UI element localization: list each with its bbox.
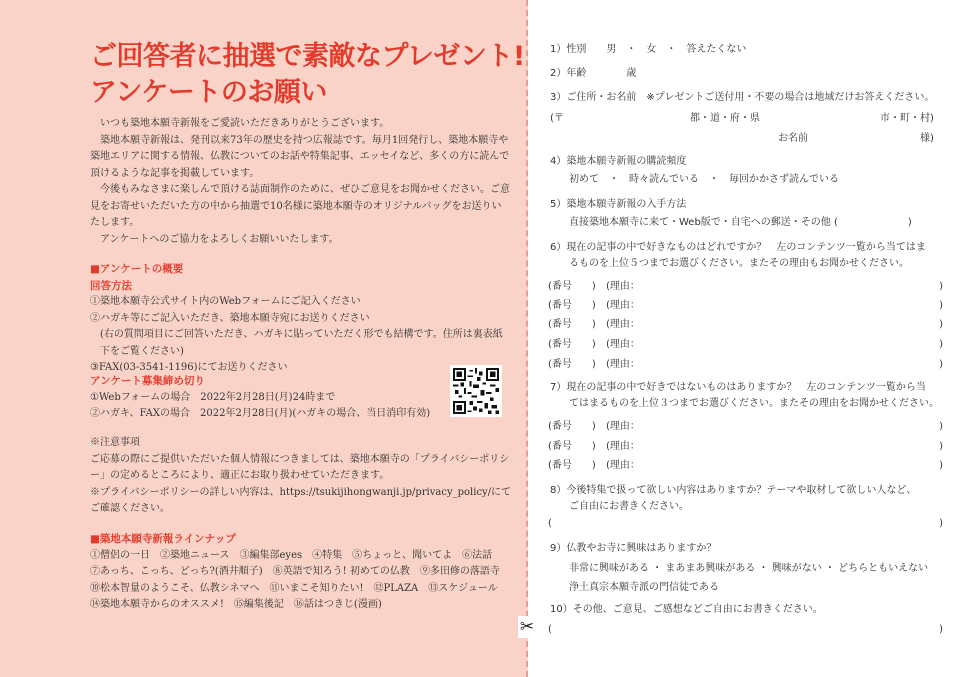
deadline-item: ①Webフォームの場合 2022年2月28日(月)24時まで <box>90 391 336 403</box>
intro-paragraph: 築地本願寺新報は、発刊以来73年の歴史を持つ広報誌です。毎月1回発行し、築地本願寺や築地エリアに関する情報、仏教についてのお話や特集記事、エッセイなど、多くの方に読んで頂けるような記事を掲載しています。 <box>90 134 510 179</box>
question-6 <box>550 240 960 272</box>
method-heading: 回答方法 <box>90 279 132 292</box>
number-field[interactable]: (番号 ) <box>548 441 596 452</box>
name-label: お名前 <box>778 133 808 144</box>
postal-code-field[interactable]: (〒 <box>550 113 564 124</box>
number-field[interactable]: (番号 ) <box>548 421 596 432</box>
reason-field[interactable]: (理由： <box>606 339 640 350</box>
number-field[interactable]: (番号 ) <box>548 300 596 311</box>
answer-row[interactable] <box>548 357 943 373</box>
answer-row[interactable] <box>548 458 943 474</box>
number-field[interactable]: (番号 ) <box>548 339 596 350</box>
question-7-line: てはまるものを上位３つまでお選びください。またその理由をお聞かせください。 <box>569 398 939 409</box>
qr-code-icon <box>453 368 499 414</box>
lineup-row: ⑭築地本願寺からのオススメ! ⑮編集後記 ⑯話はつきじ(漫画) <box>90 599 382 610</box>
question-7-line: 7）現在の記事の中で好きではないものはありますか？ 左のコンテンツ一覧から当 <box>550 382 926 393</box>
close-paren: ) <box>939 421 943 432</box>
overview-heading: ■アンケートの概要 <box>90 263 184 275</box>
close-paren: ) <box>939 359 943 370</box>
answer-row[interactable] <box>548 279 943 295</box>
answer-row[interactable] <box>548 317 943 333</box>
close-paren: ) <box>939 300 943 311</box>
free-answer-field[interactable] <box>548 516 943 532</box>
city-field[interactable]: 市・町・村) <box>880 113 934 124</box>
question-4-label: 4）築地本願寺新報の購読頻度 <box>550 156 687 167</box>
method-note: (右の質問項目にご回答いただき、ハガキに貼っていただく形でも結構です。住所は裏表紙下をご覧ください) <box>100 329 503 357</box>
question-4-options[interactable]: 初めて ・ 時々読んでいる ・ 毎回かかさず読んでいる <box>569 174 839 185</box>
question-1[interactable]: 1）性別 男 ・ 女 ・ 答えたくない <box>550 44 747 55</box>
answer-row[interactable] <box>548 439 943 455</box>
question-5-label: 5）築地本願寺新報の入手方法 <box>550 199 687 210</box>
intro-paragraph: アンケートへのご協力をよろしくお願いいたします。 <box>100 233 339 245</box>
reason-field[interactable]: (理由： <box>606 460 640 471</box>
reason-field[interactable]: (理由： <box>606 441 640 452</box>
question-6-line: 6）現在の記事の中で好きなものはどれですか？ 左のコンテンツ一覧から当てはま <box>550 242 926 253</box>
reason-field[interactable]: (理由： <box>606 281 640 292</box>
question-6-line: るものを上位５つまでお選びください。またその理由もお聞かせください。 <box>569 258 909 269</box>
number-field[interactable]: (番号 ) <box>548 359 596 370</box>
method-item: ③FAX(03-3541-1196)にてお送りください <box>90 362 288 373</box>
number-field[interactable]: (番号 ) <box>548 460 596 471</box>
number-field[interactable]: (番号 ) <box>548 281 596 292</box>
question-4 <box>550 154 950 188</box>
question-5 <box>550 197 950 231</box>
notes-section <box>90 435 520 518</box>
notes-text: ※プライバシーポリシーの詳しい内容は、https://tsukijihongwanji.jp/privacy_policy/にてご確認ください。 <box>90 486 512 514</box>
open-paren: ( <box>548 624 552 635</box>
answer-row[interactable] <box>548 419 943 435</box>
page-title: ご回答者に抽選で素敵なプレゼント! <box>90 41 525 72</box>
question-3: 3）ご住所・お名前 ※プレゼントご送付用・不要の場合は地域だけお答えください。 <box>550 92 935 103</box>
question-8-line: 8）今後特集で扱って欲しい内容はありますか？テーマや取材して欲しい人など、 <box>550 485 917 496</box>
lineup-row: ⑩松本智量のようこそ、仏教シネマへ ⑪いまこそ知りたい! ⑫PLAZA ⑬スケジュール <box>90 582 498 594</box>
notes-heading: ※注意事項 <box>90 437 140 448</box>
question-9-options[interactable]: 非常に興味がある ・ まあまあ興味がある ・ 興味がない ・ どちらともいえない <box>569 563 929 574</box>
question-10: 10）その他、ご意見、ご感想などご自由にお書きください。 <box>550 604 823 615</box>
close-paren: ) <box>939 441 943 452</box>
deadline-heading: アンケート募集締め切り <box>90 375 205 387</box>
survey-overview <box>90 261 520 377</box>
lineup-row: ⑦あっち、こっち、どっち?(酒井順子) ⑧英語で知ろう! 初めての仏教 ⑨多田修の落語寺 <box>90 566 500 577</box>
close-paren: ) <box>939 319 943 330</box>
question-2[interactable]: 2）年齢 歳 <box>550 68 637 79</box>
question-9 <box>550 541 960 596</box>
deadline-item: ②ハガキ、FAXの場合 2022年2月28日(月)(ハガキの場合、当日消印有効) <box>90 408 431 419</box>
reason-field[interactable]: (理由： <box>606 359 640 370</box>
reason-field[interactable]: (理由： <box>606 319 640 330</box>
close-paren: ) <box>939 624 943 635</box>
intro-paragraph: 今後もみなさまに楽しんで頂ける誌面制作のために、ぜひご意見をお聞かせください。ご意見をお寄せいただいた方の中から抽選で10名様に築地本願寺のオリジナルバッグをお送りいたします。 <box>90 184 510 228</box>
question-5-options[interactable]: 直接築地本願寺に来て・Web版で・自宅への郵送・その他 ( ) <box>569 217 912 228</box>
name-field[interactable]: 様) <box>920 133 934 144</box>
close-paren: ) <box>939 339 943 350</box>
intro-paragraph: いつも築地本願寺新報をご愛読いただきありがとうございます。 <box>100 118 390 129</box>
close-paren: ) <box>939 518 943 529</box>
question-8 <box>550 483 960 515</box>
prefecture-field[interactable]: 都・道・府・県 <box>690 113 760 124</box>
method-item: ①築地本願寺公式サイト内のWebフォームにご記入ください <box>90 296 361 307</box>
page-subtitle: アンケートのお願い <box>90 77 327 108</box>
free-answer-field[interactable] <box>548 622 943 638</box>
scissors-icon: ✂ <box>519 617 535 637</box>
reason-field[interactable]: (理由： <box>606 300 640 311</box>
question-7 <box>550 380 960 412</box>
notes-text: ご応募の際にご提供いただいた個人情報につきましては、築地本願寺の「プライバシーポリシー」の定めるところにより、適正にお取り扱わせていただきます。 <box>90 453 510 481</box>
right-page <box>528 0 960 677</box>
reason-field[interactable]: (理由： <box>606 421 640 432</box>
question-9-options[interactable]: 浄土真宗本願寺派の門信徒である <box>569 582 719 593</box>
method-item: ②ハガキ等にご記入いただき、築地本願寺宛にお送りください <box>90 312 370 324</box>
open-paren: ( <box>548 518 552 529</box>
number-field[interactable]: (番号 ) <box>548 319 596 330</box>
close-paren: ) <box>939 460 943 471</box>
answer-row[interactable] <box>548 298 943 314</box>
lineup-row: ①僧侶の一日 ②築地ニュース ③編集部eyes ④特集 ⑤ちょっと、聞いてよ ⑥法話 <box>90 549 493 561</box>
question-9-label: 9）仏教やお寺に興味はありますか？ <box>550 543 717 554</box>
intro-text <box>90 116 510 248</box>
close-paren: ) <box>939 281 943 292</box>
lineup-section <box>90 531 520 614</box>
qr-code[interactable] <box>450 365 502 417</box>
lineup-heading: ■築地本願寺新報ラインナップ <box>90 533 236 545</box>
question-8-line: ご自由にお書きください。 <box>569 501 689 512</box>
answer-row[interactable] <box>548 337 943 353</box>
